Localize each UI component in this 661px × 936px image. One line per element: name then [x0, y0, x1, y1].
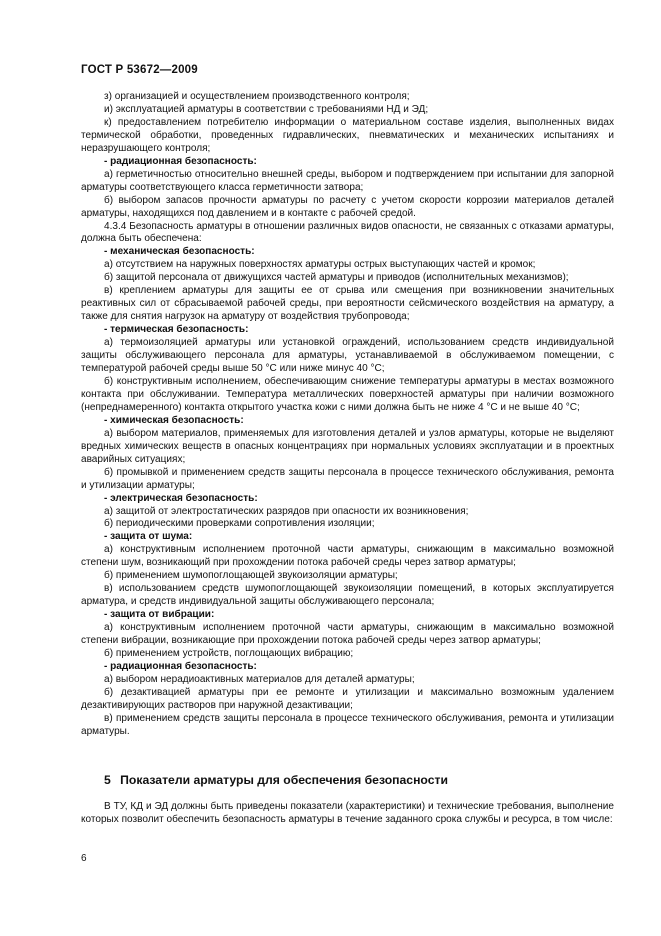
paragraph-text: 4.3.4 Безопасность арматуры в отношении различных видов опасности, не связанных с отказами арматуры, должна быть обеспечена: — [81, 220, 614, 245]
list-paragraph — [81, 104, 614, 117]
list-paragraph — [81, 91, 614, 104]
hazard-category-heading — [81, 246, 614, 259]
list-paragraph — [81, 337, 614, 376]
paragraph-text: з) организацией и осуществлением производственного контроля; — [104, 91, 410, 102]
list-paragraph — [81, 648, 614, 661]
body-text — [81, 91, 614, 739]
hazard-category-heading — [81, 156, 614, 169]
paragraph-text: а) конструктивным исполнением проточной части арматуры, снижающим в максимально возможной степени вибрации, возникающие при прохождении потока рабочей среды через затвор арматуры; — [81, 622, 614, 647]
page-number: 6 — [81, 853, 87, 864]
list-paragraph — [81, 674, 614, 687]
hazard-category-heading — [81, 324, 614, 337]
list-paragraph — [81, 376, 614, 415]
paragraph-text: б) применением шумопоглощающей звукоизоляции арматуры; — [104, 570, 398, 582]
paragraph-text: в) использованием средств шумопоглощающей звукоизоляции помещений, в которых эксплуатируется арматура, и средств индивидуальной защиты обслуживающего персонала; — [81, 583, 614, 608]
list-paragraph — [81, 428, 614, 467]
list-paragraph — [81, 195, 614, 221]
paragraph-text: - защита от вибрации: — [104, 609, 215, 621]
paragraph-text: - механическая безопасность: — [104, 246, 255, 258]
list-paragraph — [81, 622, 614, 648]
list-paragraph — [81, 272, 614, 285]
list-paragraph — [81, 544, 614, 570]
list-paragraph — [81, 506, 614, 519]
paragraph-text: а) отсутствием на наружных поверхностях арматуры острых выступающих частей и кромок; — [104, 259, 536, 271]
paragraph-text: б) выбором запасов прочности арматуры по расчету с учетом скорости коррозии материалов деталей арматуры, находящихся под давлением и в контакте с рабочей средой. — [81, 194, 614, 219]
section-title: Показатели арматуры для обеспечения безопасности — [120, 773, 448, 787]
section-heading — [104, 773, 624, 787]
list-paragraph — [81, 259, 614, 272]
paragraph-text: б) применением устройств, поглощающих вибрацию; — [104, 647, 354, 659]
paragraph-text: в) применением средств защиты персонала в процессе технического обслуживания, ремонта и утилизации арматуры. — [81, 712, 614, 737]
paragraph-text: а) герметичностью относительно внешней среды, выбором и подтверждением при испытании для запорной арматуры соответствующего класса герметичности затвора; — [81, 168, 614, 193]
list-paragraph — [81, 221, 614, 247]
paragraph-text: б) промывкой и применением средств защиты персонала в процессе технического обслуживания, ремонта и утилизации арматуры; — [81, 466, 614, 491]
paragraph-text: б) конструктивным исполнением, обеспечивающим снижение температуры арматуры в местах возможного контакта при обслуживании. Температура металлических поверхностей арматуры при наличии возможного (непреднамеренного) контакта открытого участка кожи с ними должна быть не ниже 4 °С и не выше 40 °С; — [81, 375, 614, 413]
hazard-category-heading — [81, 609, 614, 622]
list-paragraph — [81, 713, 614, 739]
hazard-category-heading — [81, 493, 614, 506]
list-paragraph — [81, 687, 614, 713]
paragraph-text: - защита от шума: — [104, 531, 193, 543]
paragraph-text: - радиационная безопасность: — [104, 155, 257, 167]
section-number: 5 — [104, 773, 111, 787]
list-paragraph — [81, 117, 614, 156]
list-paragraph — [81, 570, 614, 583]
paragraph-text: б) дезактивацией арматуры при ее ремонте и утилизации и максимально возможным удалением дезактивирующих растворов при наружной дезактивации; — [81, 686, 614, 711]
paragraph-text: а) защитой от электростатических разрядов при опасности их возникновения; — [104, 505, 469, 517]
hazard-category-heading — [81, 661, 614, 674]
paragraph-text: а) выбором нерадиоактивных материалов для деталей арматуры; — [104, 673, 415, 685]
paragraph-text: а) термоизоляцией арматуры или установкой ограждений, использованием средств индивидуальной защиты обслуживающего персонала для арматуры, устанавливаемой в обслуживаемом помещении, с температурой рабочей среды выше 50 °С или ниже минус 40 °С; — [81, 337, 614, 375]
paragraph-text: - радиационная безопасность: — [104, 660, 257, 672]
section-intro — [81, 801, 614, 827]
hazard-category-heading — [81, 531, 614, 544]
list-paragraph — [81, 518, 614, 531]
list-paragraph — [81, 285, 614, 324]
paragraph-text: - термическая безопасность: — [104, 324, 249, 336]
intro-paragraph: В ТУ, КД и ЭД должны быть приведены показатели (характеристики) и технические требования, выполнение которых позволит обеспечить безопасность арматуры в течение заданного срока службы и ресурса, в том числе: — [81, 801, 614, 825]
paragraph-text: а) конструктивным исполнением проточной части арматуры, снижающим в максимально возможной степени шум, возникающий при прохождении потока рабочей среды через затвор арматуры; — [81, 544, 614, 569]
document-code-header: ГОСТ Р 53672—2009 — [81, 64, 198, 76]
paragraph-text: а) выбором материалов, применяемых для изготовления деталей и узлов арматуры, которые не выделяют вредных химических веществ в опасных концентрациях при нормальных условиях эксплуатации и в проектных аварийных ситуациях; — [81, 427, 614, 465]
paragraph-text: - электрическая безопасность: — [104, 492, 258, 504]
list-paragraph — [81, 467, 614, 493]
paragraph-text: - химическая безопасность: — [104, 414, 244, 426]
list-paragraph — [81, 583, 614, 609]
paragraph-text: к) предоставлением потребителю информации о материальном составе изделия, выполненных видах термической обработки, проведенных гидравлических, пневматических и механических испытаниях и неразрушающего контроля; — [81, 116, 614, 154]
hazard-category-heading — [81, 415, 614, 428]
list-paragraph — [81, 169, 614, 195]
paragraph-text: в) креплением арматуры для защиты ее от срыва или смещения при возникновении значительных реактивных сил от сбрасываемой рабочей среды, при вероятности сейсмического воздействия на арматуру, а также для снятия нагрузок на арматуру от воздействия трубопровода; — [81, 285, 614, 323]
paragraph-text: и) эксплуатацией арматуры в соответствии с требованиями НД и ЭД; — [104, 103, 429, 115]
paragraph-text: б) периодическими проверками сопротивления изоляции; — [104, 518, 375, 530]
paragraph-text: б) защитой персонала от движущихся частей арматуры и приводов (исполнительных механизмов); — [104, 272, 569, 284]
